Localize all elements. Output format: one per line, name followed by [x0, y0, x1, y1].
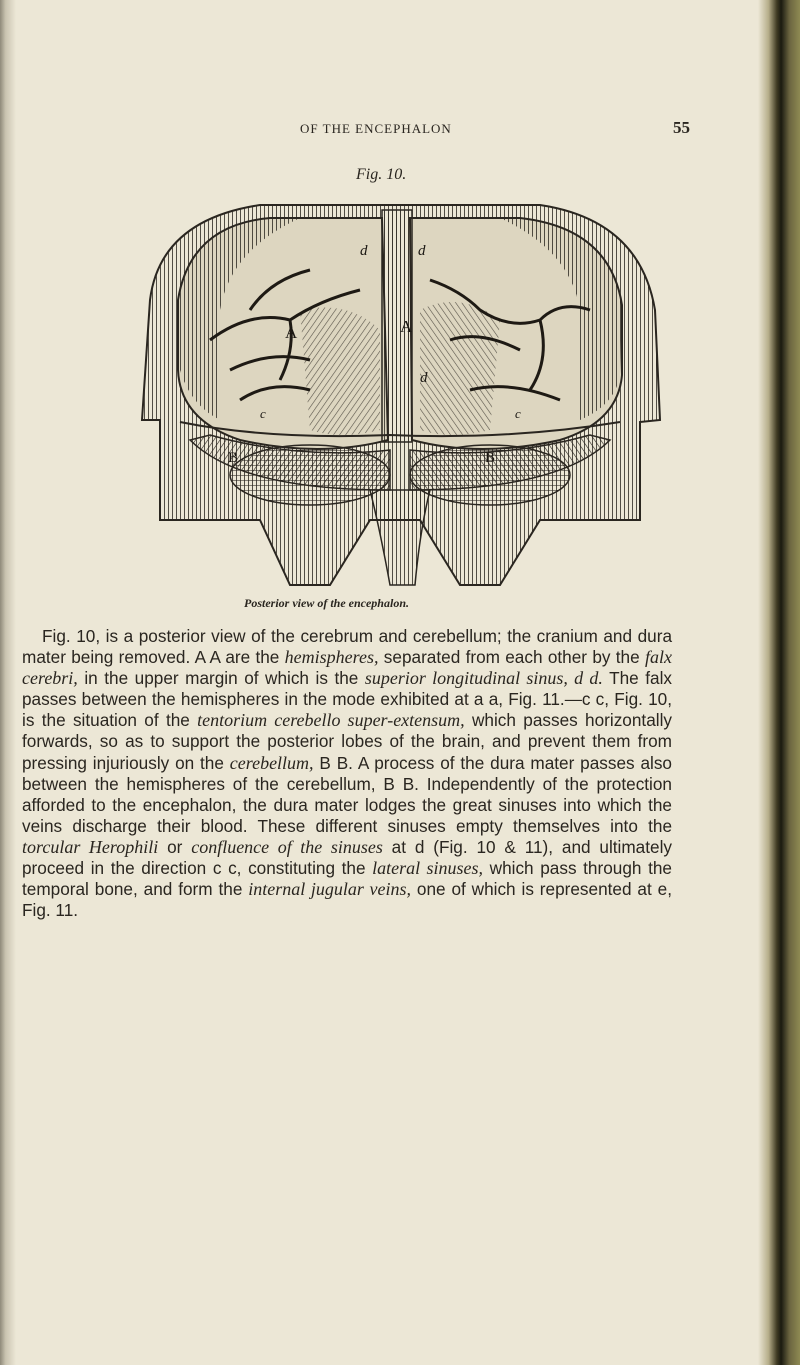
paragraph-text [22, 626, 672, 921]
label-c-left: c [260, 406, 266, 421]
text-run: B B. A process of the dura mater passes also between the hemispheres of the cerebellum, B B. Independently of the protection afforded to the encephalon, the dura mater lodges the great sinuses into which the veins discharge their blood. These different sinuses empty themselves into the [22, 752, 672, 836]
label-A-right: A [400, 317, 413, 336]
italic-term: hemispheres, [284, 647, 379, 668]
italic-term: lateral sinuses, [372, 858, 484, 879]
italic-term: superior longitudinal sinus, d d. [364, 668, 603, 689]
italic-term: falx cerebri, [22, 647, 672, 689]
italic-term: internal jugular veins, [248, 879, 411, 900]
label-B-right: B [485, 450, 496, 466]
italic-term: tentorium cerebello super-extensum, [197, 710, 465, 731]
label-d-top-right: d [418, 243, 426, 259]
italic-term: torcular Herophili [22, 836, 159, 857]
label-d-center: d [420, 370, 428, 386]
italic-term: confluence of the sinuses [191, 836, 383, 857]
running-head [300, 118, 690, 142]
page-shadow [0, 0, 16, 1365]
figure-caption: Posterior view of the encephalon. [244, 596, 409, 610]
label-A-left: A [285, 323, 298, 342]
text-run: separated from each other by the [378, 647, 645, 668]
figure-label: Fig. 10. [356, 166, 407, 183]
text-run: Fig. 10, is a posterior view of the cerebrum and cerebellum; the cranium and dura mater being removed. A A are the [22, 626, 672, 668]
label-B-left: B [228, 450, 239, 466]
text-run: The falx passes between the hemispheres in the mode exhibited at a a, Fig. 11.—c c, Fig. 10, is the situation of the [22, 668, 672, 731]
body-paragraph [22, 626, 672, 921]
text-run: one of which is represented at e, Fig. 11. [22, 879, 672, 921]
italic-term: cerebellum, [229, 752, 314, 773]
text-run: or [158, 836, 192, 857]
text-run: which passes horizontally forwards, so as to support the posterior lobes of the brain, and prevent them from pressing injuriously on the [22, 710, 672, 773]
page-number: 55 [673, 118, 690, 137]
label-c-right: c [515, 406, 521, 421]
book-binding-edge [758, 0, 800, 1365]
running-title: OF THE ENCEPHALON [300, 121, 452, 136]
text-run: at d (Fig. 10 & 11), and ultimately proceed in the direction c c, constituting the [22, 836, 672, 879]
text-run: which pass through the temporal bone, and form the [22, 858, 672, 900]
text-run: in the upper margin of which is the [77, 668, 365, 689]
label-d-top-left: d [360, 243, 368, 259]
encephalon-illustration [120, 190, 680, 590]
